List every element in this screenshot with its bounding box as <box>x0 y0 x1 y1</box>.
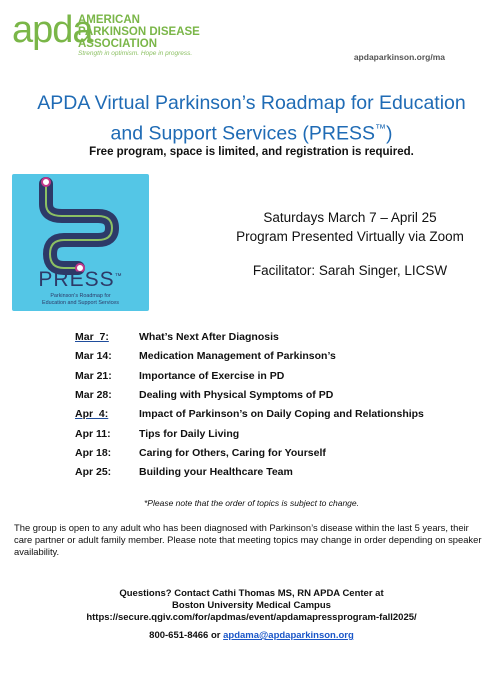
schedule-date: Mar 7: <box>75 331 109 343</box>
contact-phone: 800-651-8466 or <box>149 630 224 641</box>
schedule-topic: Importance of Exercise in PD <box>139 369 285 382</box>
schedule-topic: Tips for Daily Living <box>139 427 240 440</box>
logo-line-3: ASSOCIATION <box>78 38 158 50</box>
schedule-topic: Medication Management of Parkinson’s <box>139 350 336 363</box>
contact-email-link[interactable]: apdama@apdaparkinson.org <box>223 630 354 641</box>
schedule-date: Apr 11: <box>75 427 111 440</box>
order-note: *Please note that the order of topics is subject to change. <box>144 498 359 508</box>
apda-logo: apda <box>12 9 93 51</box>
contact-line-1: Questions? Contact Cathi Thomas MS, RN APDA Center at <box>119 588 384 599</box>
press-caption: Parkinson's Roadmap for Education and Support Services <box>41 293 119 306</box>
program-facilitator: Facilitator: Sarah Singer, LICSW <box>252 263 448 278</box>
logo-tagline: Strength in optimism. Hope in progress. <box>78 50 193 57</box>
logo-line-1: AMERICAN <box>78 14 140 26</box>
program-format: Program Presented Virtually via Zoom <box>236 229 464 244</box>
title-line-1: APDA Virtual Parkinson’s Roadmap for Education <box>37 92 466 114</box>
schedule-date: Mar 21: <box>75 369 112 382</box>
program-dates: Saturdays March 7 – April 25 <box>263 210 437 225</box>
page-title <box>0 90 503 147</box>
contact-line-2: Boston University Medical Campus <box>172 600 331 611</box>
trademark-symbol: ™ <box>374 123 386 135</box>
schedule-topic: Caring for Others, Caring for Yourself <box>139 446 326 459</box>
schedule-topic: Building your Healthcare Team <box>139 466 293 479</box>
registration-link[interactable]: https://secure.qgiv.com/for/apdmas/event/apdamapressprogram-fall2025/ <box>86 612 417 623</box>
contact-phone-email <box>0 630 503 642</box>
press-wordmark: PRESS™ <box>38 268 123 291</box>
registration-notice: Free program, space is limited, and registration is required. <box>89 146 414 158</box>
schedule-date: Mar 14: <box>75 350 112 363</box>
site-url[interactable]: apdaparkinson.org/ma <box>353 52 445 62</box>
title-line-2: and Support Services (PRESS™) <box>110 122 393 145</box>
schedule-date: Apr 25: <box>75 466 112 479</box>
schedule-topic: Dealing with Physical Symptoms of PD <box>139 388 334 401</box>
schedule-topic: What’s Next After Diagnosis <box>139 331 279 343</box>
eligibility-text: The group is open to any adult who has been diagnosed with Parkinson’s disease within the last 5 years, their care partner or adult family member. Please note that meeting topics may change in order depending on speaker availability. <box>14 522 482 557</box>
schedule-date: Apr 18: <box>75 446 112 459</box>
logo-line-2: PARKINSON DISEASE <box>78 26 200 38</box>
schedule-date: Mar 28: <box>75 388 112 401</box>
schedule-date: Apr 4: <box>75 408 109 421</box>
schedule-topic: Impact of Parkinson’s on Daily Coping and Relationships <box>139 408 424 421</box>
association-name <box>78 14 200 50</box>
